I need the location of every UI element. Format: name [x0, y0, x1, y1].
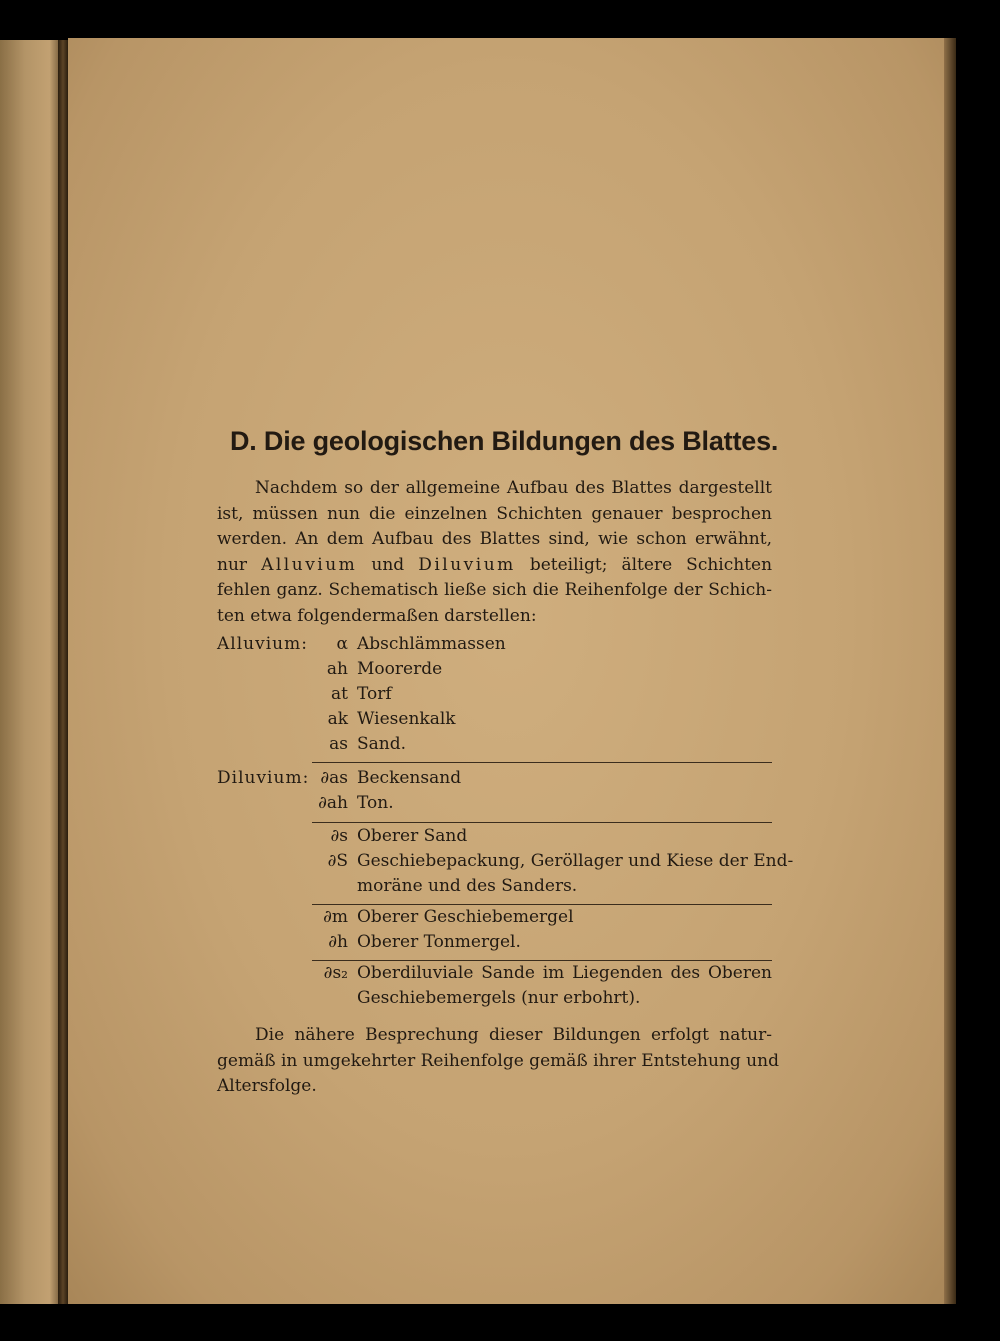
- schema-row: [217, 734, 772, 759]
- schema-row: [217, 851, 794, 876]
- intro-paragraph: [217, 476, 772, 629]
- schema-row: [217, 907, 772, 932]
- closing-line-3: Altersfolge.: [217, 1076, 317, 1096]
- layer-description: Torf: [357, 684, 392, 704]
- layer-description: moräne und des Sanders.: [357, 876, 578, 896]
- schema-row: [217, 768, 772, 793]
- layer-symbol: ak: [327, 709, 348, 729]
- layer-symbol: ah: [326, 659, 348, 679]
- layer-symbol: ∂ah: [318, 793, 348, 813]
- page-edge-shadow: [944, 38, 956, 1304]
- schema-row: [217, 963, 772, 988]
- term-alluvium: Alluvium: [261, 554, 358, 575]
- layer-symbol: ∂as: [320, 768, 348, 788]
- intro-word: und: [371, 554, 405, 575]
- layer-description: Abschlämmassen: [357, 634, 506, 654]
- intro-line-6: ten etwa folgendermaßen darstellen:: [217, 605, 537, 626]
- intro-line-4: [217, 553, 772, 579]
- schema-row: [217, 793, 772, 818]
- layer-description: Oberdiluviale Sande im Liegenden des Oberen: [357, 963, 772, 983]
- term-diluvium: Diluvium: [418, 554, 516, 575]
- layer-description: Sand.: [357, 734, 407, 754]
- section-heading: D. Die geologischen Bildungen des Blattes.: [230, 426, 779, 456]
- divider-rule: [312, 762, 772, 763]
- layer-symbol: α: [336, 634, 348, 654]
- schema-row: [217, 876, 772, 901]
- schema-row: [217, 684, 772, 709]
- layer-symbol: ∂S: [327, 851, 348, 871]
- layer-description: Beckensand: [357, 768, 462, 788]
- divider-rule: [312, 904, 772, 905]
- layer-description: Wiesenkalk: [357, 709, 456, 729]
- layer-description: Geschiebemergels (nur erbohrt).: [357, 988, 641, 1008]
- intro-word: beteiligt; ältere Schichten: [529, 554, 773, 575]
- layer-symbol: as: [329, 734, 348, 754]
- book-spine: [58, 40, 68, 1304]
- intro-line-5: fehlen ganz. Schematisch ließe sich die Reihenfolge der Schich-: [217, 580, 772, 600]
- schema-row: [217, 988, 772, 1013]
- layer-description: Oberer Geschiebemergel: [357, 907, 574, 927]
- layer-symbol: ∂h: [328, 932, 348, 952]
- divider-rule: [312, 822, 772, 823]
- layer-description: Moorerde: [357, 659, 443, 679]
- schema-row: [217, 634, 772, 659]
- layer-description: Oberer Sand: [357, 826, 468, 846]
- intro-line-1: Nachdem so der allgemeine Aufbau des Blattes dargestellt: [255, 478, 772, 498]
- layer-symbol: ∂s: [330, 826, 348, 846]
- layer-description: Ton.: [357, 793, 394, 813]
- schema-row: [217, 826, 772, 851]
- diluvium-label: Diluvium:: [217, 768, 310, 788]
- schema-row: [217, 709, 772, 734]
- layer-symbol: at: [331, 684, 348, 704]
- intro-line-3: werden. An dem Aufbau des Blattes sind, wie schon erwähnt,: [217, 529, 772, 549]
- intro-line-2: ist, müssen nun die einzelnen Schichten genauer besprochen: [217, 503, 772, 524]
- layer-description: Geschiebepackung, Geröllager und Kiese der End-: [357, 851, 794, 871]
- intro-word: nur: [217, 554, 248, 575]
- closing-paragraph: [217, 1023, 779, 1100]
- layer-description: Oberer Tonmergel.: [357, 932, 521, 952]
- layer-symbol: ∂s₂: [323, 963, 348, 983]
- closing-line-2: gemäß in umgekehrter Reihenfolge gemäß ihrer Entstehung und: [217, 1050, 779, 1071]
- layer-symbol: ∂m: [323, 907, 348, 927]
- alluvium-label: Alluvium:: [217, 634, 308, 654]
- schema-row: [217, 932, 772, 957]
- schema-row: [217, 659, 772, 684]
- divider-rule: [312, 960, 772, 961]
- closing-line-1: Die nähere Besprechung dieser Bildungen erfolgt natur-: [255, 1025, 772, 1045]
- left-page-edge: [0, 40, 62, 1304]
